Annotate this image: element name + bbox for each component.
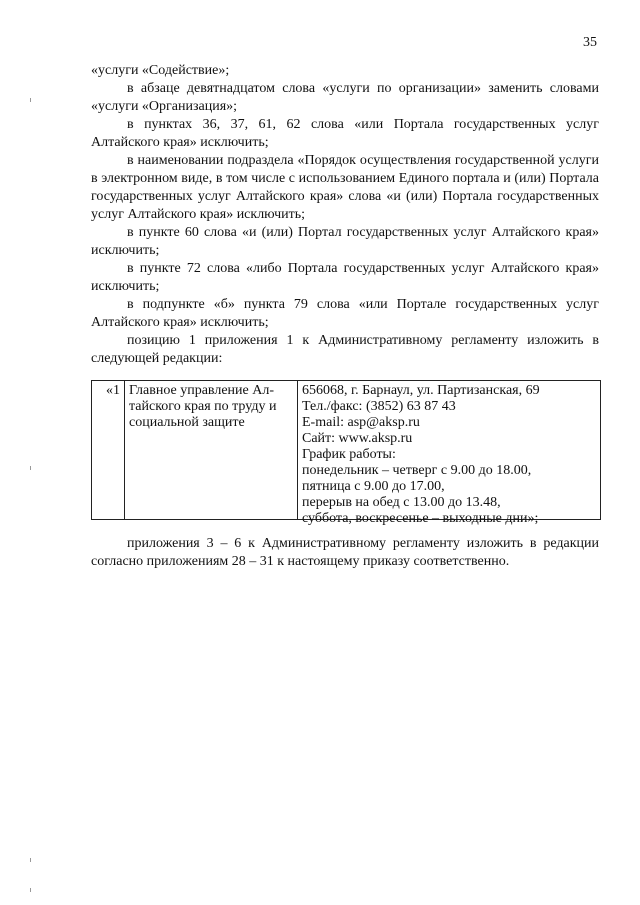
- organization-line: социальной защите: [129, 415, 245, 430]
- paragraph-1: «услуги «Содействие»;: [91, 63, 230, 78]
- contact-email: E-mail: asp@aksp.ru: [302, 415, 420, 430]
- table-contacts-cell: [297, 381, 600, 526]
- closing-paragraph: приложения 3 – 6 к Административному регламенту изложить в редакции согласно приложениям 28 – 31 к настоящему приказу соответственно.: [91, 536, 599, 569]
- closing-text: [91, 535, 599, 571]
- paragraph-4: в наименовании подраздела «Порядок осуществления государственной услуги в электронном виде, в том числе с использованием Единого портала и (или) Портала государственных услуг Алтайского края» слова «и (или) Портала государственных услуг Алтайского края» исключить;: [91, 153, 599, 222]
- scan-mark: [30, 466, 31, 470]
- contact-address: 656068, г. Барнаул, ул. Партизанская, 69: [302, 383, 540, 398]
- contact-table: [91, 380, 601, 526]
- paragraph-6: в пункте 72 слова «либо Портала государственных услуг Алтайского края» исключить;: [91, 261, 599, 294]
- scan-mark: [30, 98, 31, 102]
- schedule-friday: пятница с 9.00 до 17.00,: [302, 479, 445, 494]
- schedule-heading: График работы:: [302, 447, 396, 462]
- schedule-weekend: суббота, воскресенье – выходные дни»;: [302, 511, 539, 526]
- paragraph-2: в абзаце девятнадцатом слова «услуги по организации» заменить словами «услуги «Организация»;: [91, 81, 599, 114]
- paragraph-8: позицию 1 приложения 1 к Административному регламенту изложить в следующей редакции:: [91, 333, 599, 366]
- scan-mark: [30, 888, 31, 892]
- schedule-weekdays: понедельник – четверг с 9.00 до 18.00,: [302, 463, 532, 478]
- document-body: [91, 62, 599, 368]
- paragraph-5: в пункте 60 слова «и (или) Портал государственных услуг Алтайского края» исключить;: [91, 225, 599, 258]
- contact-website: Сайт: www.aksp.ru: [302, 431, 413, 446]
- table-position-number: «1: [106, 383, 120, 398]
- paragraph-3: в пунктах 36, 37, 61, 62 слова «или Портала государственных услуг Алтайского края» исключить;: [91, 117, 599, 150]
- table-organization-cell: [124, 381, 297, 519]
- organization-line: Главное управление Ал-: [129, 383, 275, 398]
- contact-phone: Тел./факс: (3852) 63 87 43: [302, 399, 456, 414]
- page-number: 35: [583, 35, 597, 50]
- schedule-lunch: перерыв на обед с 13.00 до 13.48,: [302, 495, 501, 510]
- paragraph-7: в подпункте «б» пункта 79 слова «или Портале государственных услуг Алтайского края» исключить;: [91, 297, 599, 330]
- organization-line: тайского края по труду и: [129, 399, 277, 414]
- scan-mark: [30, 858, 31, 862]
